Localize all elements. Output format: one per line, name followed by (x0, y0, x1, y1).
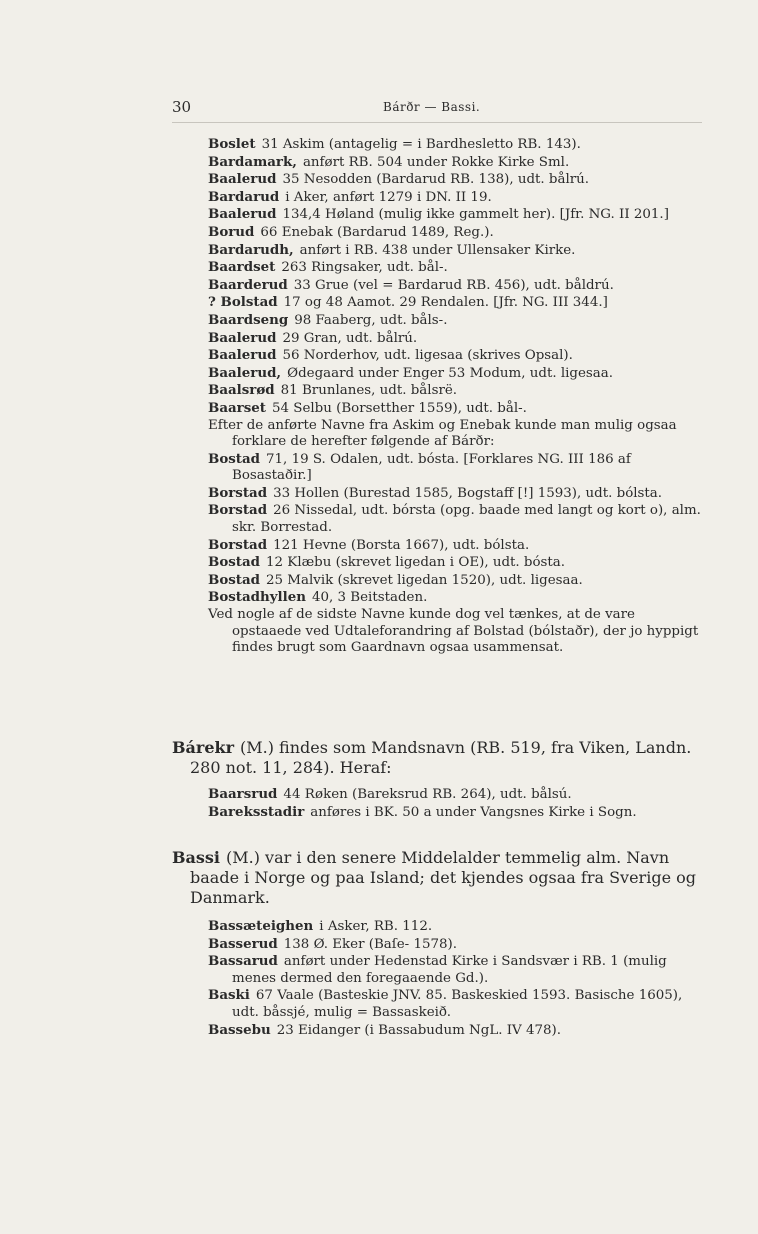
entry-text: 29 Gran, udt. bålrú. (282, 330, 418, 346)
entry (208, 451, 702, 485)
entry (208, 589, 702, 607)
entry-group-4 (208, 918, 702, 1039)
entry (208, 953, 702, 987)
entry-text: 33 Hollen (Burestad 1585, Bogstaff [!] 1593), udt. bólsta. (273, 485, 663, 501)
note-paragraph: Ved nogle af de sidste Navne kunde dog vel tænkes, at de vare opstaaede ved Udtaleforandring af Bolstad (bólstaðr), der jo hyppigt findes brugt som Gaardnavn ogsaa usammensat. (208, 607, 699, 656)
entry (208, 987, 702, 1021)
entry-headword: Bardamark, (208, 153, 297, 170)
entry-headword: Borstad (208, 536, 268, 553)
entry-text: 138 Ø. Eker (Baſe- 1578). (283, 936, 458, 952)
entry-text: 25 Malvik (skrevet ligedan 1520), udt. ligesaa. (266, 572, 583, 588)
entry-text: 263 Ringsaker, udt. bål-. (281, 260, 448, 276)
entry-headword: Baski (208, 987, 250, 1004)
entry-text: 66 Enebak (Bardarud 1489, Reg.). (260, 224, 494, 240)
entry (208, 554, 702, 572)
entry-headword: Bassebu (208, 1021, 271, 1038)
entry (208, 786, 702, 804)
entry-text: Ødegaard under Enger 53 Modum, udt. ligesaa. (287, 365, 614, 381)
section-text: (M.) var i den senere Middelalder temmelig alm. Navn baade i Norge og paa Island; det kjendes ogsaa fra Sverige og Danmark. (190, 848, 696, 907)
entry (208, 171, 702, 189)
entry-text: 40, 3 Beitstaden. (311, 590, 428, 606)
entry-headword: Bassæteighen (208, 918, 314, 934)
section-name: Bassi (172, 848, 220, 867)
entry (208, 206, 702, 224)
entry-text: 26 Nissedal, udt. bórsta (opg. baade med langt og kort o), alm. skr. Borrestad. (232, 503, 701, 536)
page-header (172, 98, 702, 118)
entry-text: 54 Selbu (Borsetther 1559), udt. bål-. (271, 400, 527, 416)
entry (208, 242, 702, 260)
entry-headword: Baarderud (208, 276, 288, 293)
entry-text: 44 Røken (Bareksrud RB. 264), udt. bålsú. (283, 787, 572, 802)
entry (208, 804, 702, 822)
entry-text: 98 Faaberg, udt. båls-. (294, 312, 448, 328)
section-head-barekr (172, 738, 720, 778)
entry-headword: Baalerud (208, 171, 277, 188)
entry-text: 121 Hevne (Borsta 1667), udt. bólsta. (273, 537, 530, 553)
entry-headword: Borud (208, 223, 255, 240)
entry-text: anført RB. 504 under Rokke Kirke Sml. (302, 154, 570, 170)
entry (208, 485, 702, 503)
entry-headword: Baardseng (208, 311, 289, 328)
entry-text: i Asker, RB. 112. (319, 919, 433, 934)
entry-text: 56 Norderhov, udt. ligesaa (skrives Opsal). (282, 348, 573, 364)
entry-headword: Baalerud (208, 347, 277, 364)
entry (208, 330, 702, 348)
entry-text: anføres i BK. 50 a under Vangsnes Kirke i Sogn. (310, 804, 637, 820)
page-number: 30 (172, 98, 192, 116)
entry-headword: Baarsrud (208, 786, 278, 802)
entry-headword: Boslet (208, 136, 256, 152)
entry-headword: Baalerud (208, 329, 277, 346)
header-rule (172, 122, 702, 123)
entry-text: 81 Brunlanes, udt. bålsrë. (280, 383, 458, 399)
entry (208, 277, 702, 295)
entry (208, 572, 702, 590)
entry-headword: Bostad (208, 571, 261, 588)
entry-text: anført under Hedenstad Kirke i Sandsvær i RB. 1 (mulig menes dermed den foregaaende Gd.). (232, 954, 667, 986)
entry-group-3 (208, 786, 702, 821)
entry (208, 189, 702, 207)
entry-headword: Bardarud (208, 188, 280, 205)
entry (208, 154, 702, 172)
entry-text: 12 Klæbu (skrevet ligedan i OE), udt. bósta. (266, 555, 566, 571)
entry-headword: Bostad (208, 450, 261, 467)
entry (208, 136, 702, 154)
entry (208, 936, 702, 954)
entry-headword: Baalsrød (208, 382, 275, 399)
entry-text: anført i RB. 438 under Ullensaker Kirke. (299, 242, 576, 258)
entry-text: 31 Askim (antagelig = i Bardhesletto RB. 143). (261, 137, 581, 152)
entry (208, 347, 702, 365)
entry-headword: Borstad (208, 484, 268, 501)
entry (208, 400, 702, 418)
entry (208, 312, 702, 330)
entry-headword: Basserud (208, 935, 278, 952)
entry-headword: Baalerud, (208, 364, 282, 381)
entry-headword: Baalerud (208, 206, 277, 223)
note-paragraph: Efter de anførte Navne fra Askim og Enebak kunde man mulig ogsaa forklare de herefter følgende af Bárðr: (208, 417, 677, 450)
entry-headword: Bostadhyllen (208, 589, 306, 606)
entry (208, 537, 702, 555)
entry-headword: Bareksstadir (208, 803, 305, 820)
entry-text: 23 Eidanger (i Bassabudum NgL. IV 478). (276, 1022, 561, 1038)
entry (208, 502, 702, 536)
entry-headword: Baardset (208, 259, 276, 276)
entry-group-1 (208, 136, 702, 657)
entry-text: 35 Nesodden (Bardarud RB. 138), udt. bålrú. (282, 172, 590, 188)
entry-headword: Borstad (208, 502, 268, 519)
entry-text: i Aker, anført 1279 i DN. II 19. (285, 189, 492, 205)
entry (208, 294, 702, 312)
entry-headword: Bassarud (208, 953, 278, 970)
entry-text: 71, 19 S. Odalen, udt. bósta. [Forklares NG. III 186 af Bosastaðir.] (232, 451, 631, 484)
entry-text: 33 Grue (vel = Bardarud RB. 456), udt. båldrú. (293, 277, 614, 293)
entry (208, 918, 702, 936)
section-name: Bárekr (172, 738, 235, 757)
section-head-bassi (172, 848, 720, 908)
entry-headword: Bostad (208, 554, 261, 571)
entry-headword: Bardarudh, (208, 241, 294, 258)
running-head: Bárðr — Bassi. (383, 100, 481, 114)
entry (208, 365, 702, 383)
entry-text: 17 og 48 Aamot. 29 Rendalen. [Jfr. NG. III 344.] (283, 295, 608, 311)
entry-headword: Baarset (208, 399, 266, 416)
entry (208, 382, 702, 400)
entry-headword: ? Bolstad (208, 294, 278, 311)
entry (208, 259, 702, 277)
entry (208, 224, 702, 242)
entry (208, 1022, 702, 1040)
entry-text: 134,4 Høland (mulig ikke gammelt her). [Jfr. NG. II 201.] (282, 207, 669, 223)
entry-text: 67 Vaale (Basteskie JNV. 85. Baskeskied 1593. Basische 1605), udt. båssjé, mulig = Bassaskeið. (232, 988, 683, 1020)
section-text: (M.) findes som Mandsnavn (RB. 519, fra Viken, Landn. 280 not. 11, 284). Heraf: (190, 738, 692, 777)
